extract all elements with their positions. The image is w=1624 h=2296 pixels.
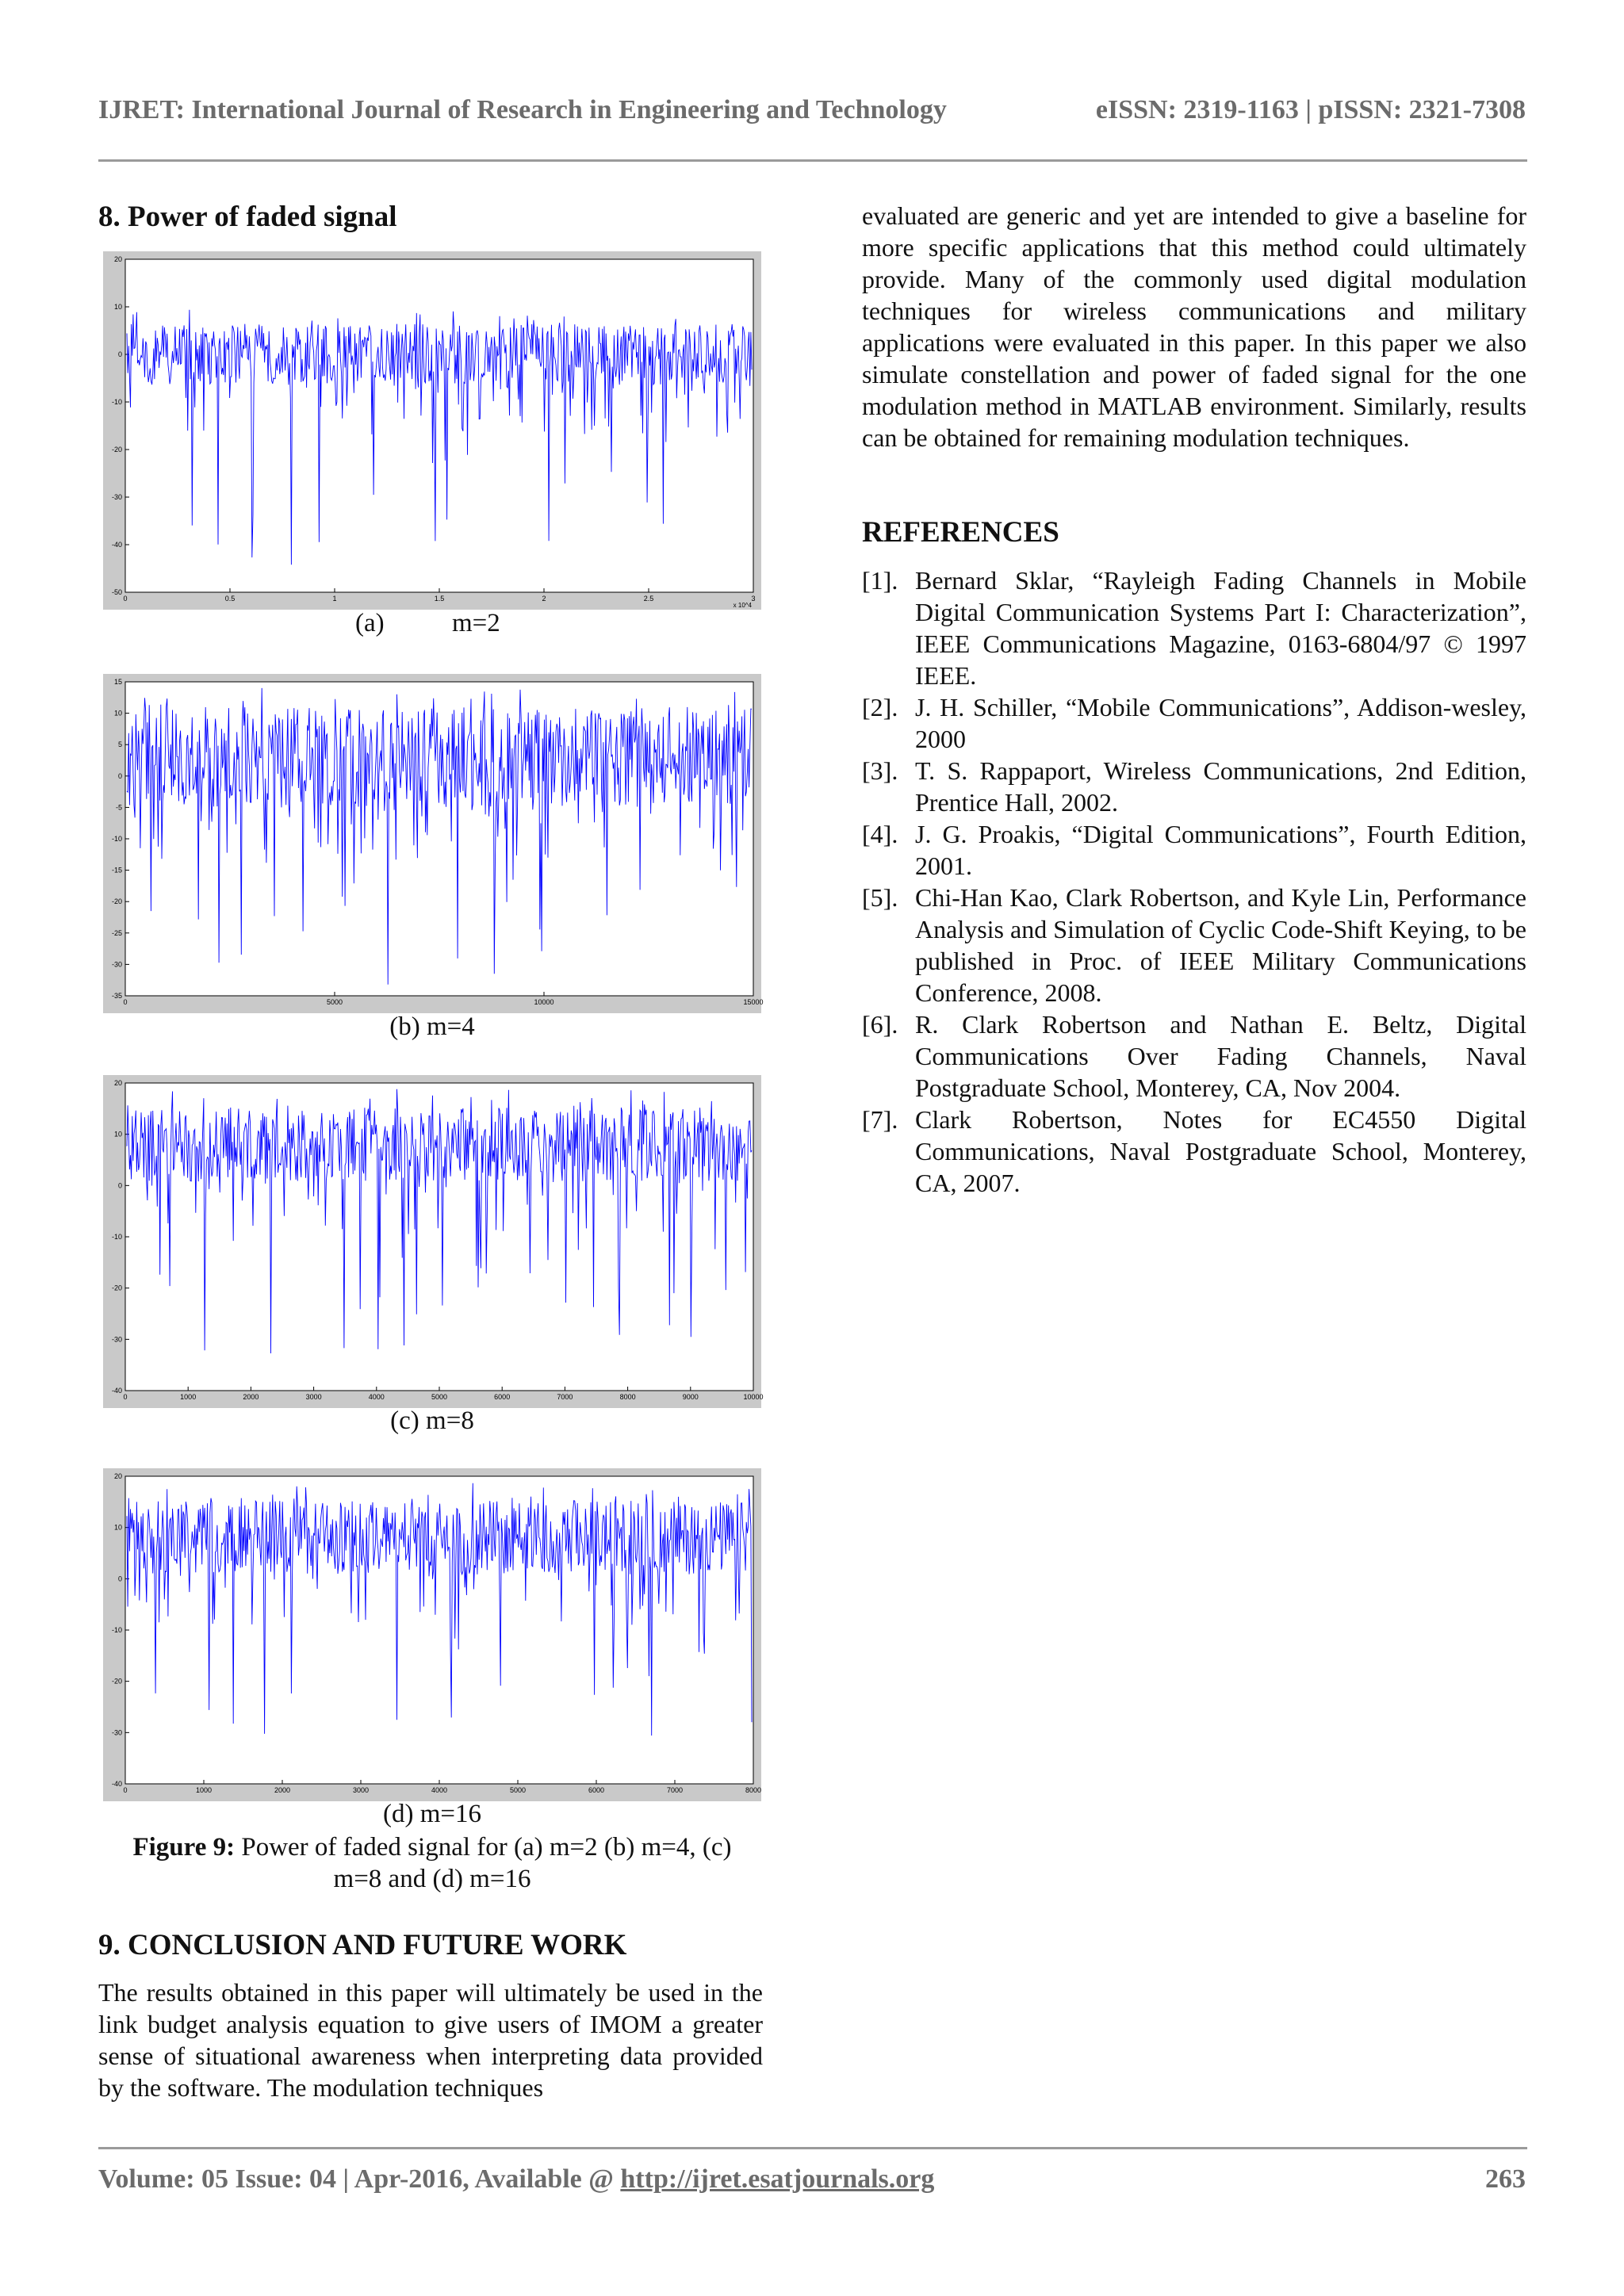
- footer-volume: [98, 2164, 934, 2195]
- page-number: 263: [1485, 2164, 1526, 2194]
- figure-9-text-line2: m=8 and (d) m=16: [333, 1865, 531, 1893]
- x-tick-label: 15000: [743, 998, 764, 1006]
- reference-item: [862, 1104, 1526, 1199]
- reference-text: Chi-Han Kao, Clark Robertson, and Kyle Lin, Performance Analysis and Simulation of Cyclic Code-Shift Keying, to be published in Proc. of IEEE Military Communications Conference, 2008.: [915, 883, 1526, 1007]
- references-title: REFERENCES: [862, 516, 1059, 549]
- x-tick-label: 7000: [557, 1393, 573, 1401]
- plot-svg: [103, 674, 764, 1013]
- y-tick-label: -10: [111, 835, 122, 843]
- x-tick-label: 1.5: [434, 595, 445, 603]
- section-9-paragraph-continued: evaluated are generic and yet are intended to give a baseline for more specific applications that this method could ultimately provide. Many of the commonly used digital modulation techniques for wireless communications and military applications were evaluated in this paper. In this paper we also simulate constellation and power of faded signal for the one modulation method in MATLAB environment. Similarly, results can be obtained for remaining modulation techniques.: [862, 201, 1526, 452]
- x-tick-label: 10000: [743, 1393, 764, 1401]
- reference-number: [5].: [862, 883, 898, 912]
- x-tick-label: 8000: [745, 1786, 762, 1794]
- reference-number: [2].: [862, 693, 898, 721]
- section-9-title: 9. CONCLUSION AND FUTURE WORK: [98, 1929, 627, 1961]
- plot-area: [125, 259, 753, 592]
- figure-9-caption: [98, 1831, 766, 1895]
- section-8-title: 8. Power of faded signal: [98, 201, 397, 233]
- reference-item: [862, 882, 1526, 1008]
- x-tick-label: 5000: [431, 1393, 448, 1401]
- issn: eISSN: 2319-1163 | pISSN: 2321-7308: [1095, 95, 1526, 124]
- reference-number: [6].: [862, 1010, 898, 1039]
- x-tick-label: 6000: [588, 1786, 605, 1794]
- y-tick-label: -20: [111, 1284, 122, 1292]
- x-tick-label: 0: [123, 595, 128, 603]
- reference-item: [862, 691, 1526, 755]
- x-tick-label: 4000: [368, 1393, 385, 1401]
- figure-9-text-line1: Power of faded signal for (a) m=2 (b) m=4, (c): [241, 1833, 732, 1862]
- y-tick-label: 10: [113, 303, 122, 311]
- y-tick-label: 20: [113, 1079, 122, 1087]
- reference-text: T. S. Rappaport, Wireless Communications, 2nd Edition, Prentice Hall, 2002.: [915, 756, 1526, 817]
- y-tick-label: -30: [111, 493, 122, 501]
- y-tick-label: 10: [113, 1130, 122, 1138]
- y-tick-label: -20: [111, 1677, 122, 1686]
- journal-link[interactable]: http://ijret.esatjournals.org: [620, 2164, 935, 2194]
- y-tick-label: 20: [113, 1472, 122, 1480]
- x-tick-label: 5000: [509, 1786, 527, 1794]
- reference-number: [7].: [862, 1105, 898, 1134]
- y-tick-label: -20: [111, 446, 122, 453]
- x-tick-label: 0: [123, 1393, 128, 1401]
- y-tick-label: -30: [111, 1728, 122, 1737]
- reference-text: Clark Robertson, Notes for EC4550 Digital Communications, Naval Postgraduate School, Monterey, CA, 2007.: [915, 1105, 1526, 1197]
- section-9-paragraph: The results obtained in this paper will ultimately be used in the link budget analysis equation to give users of IMOM a greater sense of situational awareness when interpreting data provided by the software. The modulation techniques: [98, 1978, 763, 2102]
- figure-9b-caption: (b) m=4: [389, 1012, 475, 1041]
- y-tick-label: 0: [117, 1575, 122, 1583]
- references-list: [862, 564, 1526, 1199]
- x-tick-label: 9000: [682, 1393, 699, 1401]
- x-tick-label: 8000: [619, 1393, 636, 1401]
- reference-item: [862, 1008, 1526, 1104]
- y-tick-label: -10: [111, 1233, 122, 1241]
- y-tick-label: -10: [111, 1626, 122, 1634]
- x-tick-label: 1: [332, 595, 337, 603]
- x-tick-label: 0: [123, 1786, 128, 1794]
- figure-9c-caption: (c) m=8: [390, 1406, 474, 1435]
- x-tick-label: 3000: [305, 1393, 322, 1401]
- y-tick-label: -10: [111, 398, 122, 406]
- x-tick-label: 2000: [243, 1393, 259, 1401]
- y-tick-label: -40: [111, 1780, 122, 1788]
- y-tick-label: -40: [111, 1387, 122, 1395]
- figure-9-label: Figure 9:: [132, 1833, 236, 1862]
- figure-9a-caption-m: m=2: [452, 609, 500, 637]
- reference-text: J. H. Schiller, “Mobile Communications”, Addison-wesley, 2000: [915, 693, 1526, 753]
- reference-number: [1].: [862, 566, 898, 595]
- plot-svg: [103, 1468, 761, 1801]
- figure-9a-plot: [103, 251, 761, 610]
- journal-title: IJRET: International Journal of Research in Engineering and Technology: [98, 95, 947, 124]
- figure-9c-plot: [103, 1075, 764, 1408]
- y-tick-label: 15: [113, 678, 122, 686]
- figure-9d-caption: (d) m=16: [382, 1800, 481, 1828]
- y-tick-label: 20: [113, 255, 122, 263]
- x-multiplier: x 10^4: [733, 602, 752, 609]
- reference-text: R. Clark Robertson and Nathan E. Beltz, Digital Communications Over Fading Channels, Naval Postgraduate School, Monterey, CA, Nov 2004.: [915, 1010, 1526, 1102]
- header-rule: [98, 159, 1527, 162]
- x-tick-label: 5000: [326, 998, 343, 1006]
- x-tick-label: 4000: [431, 1786, 448, 1794]
- figure-9d-plot: [103, 1468, 761, 1801]
- x-tick-label: 10000: [534, 998, 554, 1006]
- y-tick-label: -40: [111, 541, 122, 549]
- y-tick-label: -15: [111, 866, 122, 874]
- x-tick-label: 0: [123, 998, 128, 1006]
- reference-text: J. G. Proakis, “Digital Communications”, Fourth Edition, 2001.: [915, 820, 1526, 880]
- reference-item: [862, 818, 1526, 882]
- x-tick-label: 2000: [274, 1786, 291, 1794]
- plot-area: [125, 1476, 753, 1784]
- y-tick-label: 10: [113, 709, 122, 718]
- reference-text: Bernard Sklar, “Rayleigh Fading Channels in Mobile Digital Communication Systems Part I: Characterization”, IEEE Communications Magazine, 0163-6804/97 © 1997 IEEE.: [915, 566, 1526, 690]
- y-tick-label: 0: [117, 350, 122, 358]
- y-tick-label: 0: [117, 771, 122, 780]
- footer-volume-text: Volume: 05 Issue: 04 | Apr-2016, Available @: [98, 2164, 621, 2194]
- x-tick-label: 6000: [494, 1393, 511, 1401]
- reference-item: [862, 755, 1526, 818]
- y-tick-label: 10: [113, 1523, 122, 1532]
- x-tick-label: 2: [542, 595, 546, 603]
- y-tick-label: -25: [111, 928, 122, 937]
- x-tick-label: 3: [751, 595, 756, 603]
- y-tick-label: -50: [111, 588, 122, 596]
- x-tick-label: 2.5: [643, 595, 654, 603]
- x-tick-label: 1000: [180, 1393, 197, 1401]
- x-tick-label: 7000: [666, 1786, 684, 1794]
- y-tick-label: -20: [111, 897, 122, 906]
- y-tick-label: -30: [111, 1335, 122, 1344]
- reference-number: [4].: [862, 820, 898, 848]
- figure-9b-plot: [103, 674, 764, 1013]
- y-tick-label: 5: [117, 740, 122, 749]
- y-tick-label: -35: [111, 992, 122, 1000]
- x-tick-label: 1000: [195, 1786, 213, 1794]
- reference-item: [862, 564, 1526, 691]
- plot-svg: [103, 251, 761, 610]
- y-tick-label: 0: [117, 1181, 122, 1190]
- y-tick-label: -5: [115, 803, 122, 812]
- footer-rule: [98, 2147, 1527, 2149]
- reference-number: [3].: [862, 756, 898, 785]
- x-tick-label: 0.5: [224, 595, 236, 603]
- x-tick-label: 3000: [352, 1786, 370, 1794]
- figure-9a-caption-letter: (a): [355, 609, 385, 637]
- y-tick-label: -30: [111, 960, 122, 969]
- plot-svg: [103, 1075, 764, 1408]
